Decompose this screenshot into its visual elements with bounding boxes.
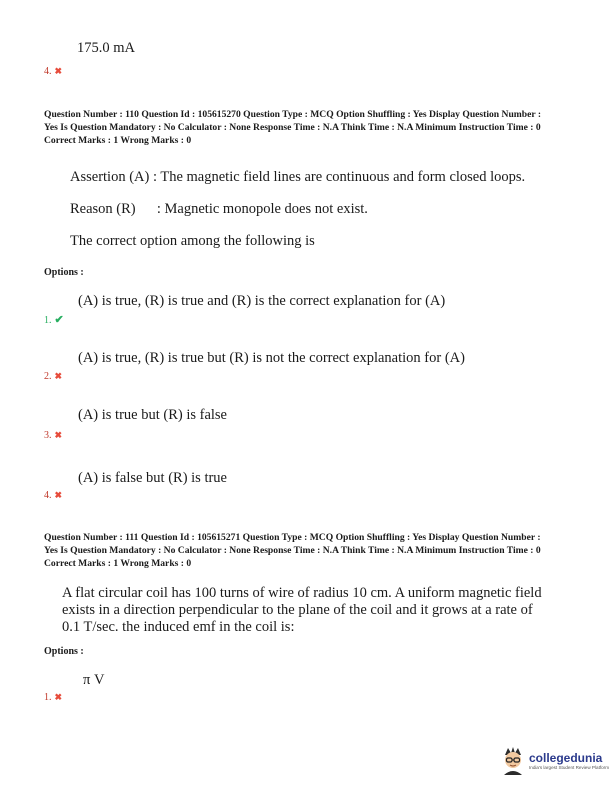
option-number: 1.: [44, 692, 52, 703]
option-number: 1.: [44, 315, 52, 326]
reason-label: Reason (R): [70, 201, 136, 217]
question-prompt: The correct option among the following is: [70, 233, 315, 249]
option-1-text[interactable]: (A) is true, (R) is true and (R) is the correct explanation for (A): [78, 293, 446, 309]
mascot-icon: [500, 746, 526, 776]
q111-option-1-text[interactable]: π V: [83, 672, 105, 688]
meta-line: Question Number : 111 Question Id : 105615271 Question Type : MCQ Option Shuffling : Yes Display Question Number :: [44, 532, 541, 543]
reason-row: [70, 201, 368, 218]
previous-option-4-number: [44, 66, 62, 77]
question-111-stem: [62, 585, 552, 636]
assertion-text: Assertion (A) : The magnetic field lines are continuous and form closed loops.: [70, 169, 526, 185]
reason-text: : Magnetic monopole does not exist.: [156, 201, 368, 217]
cross-icon: ✖: [54, 371, 63, 381]
option-number: 2.: [44, 371, 52, 382]
collegedunia-logo: [500, 746, 609, 776]
meta-line: Correct Marks : 1 Wrong Marks : 0: [44, 135, 192, 146]
option-4-text[interactable]: (A) is false but (R) is true: [78, 470, 227, 486]
q111-option-1-number: [44, 692, 62, 703]
cross-icon: ✖: [54, 66, 63, 76]
option-4-number: [44, 490, 62, 501]
option-3-text[interactable]: (A) is true but (R) is false: [78, 407, 227, 423]
cross-icon: ✖: [54, 692, 63, 702]
meta-line: Correct Marks : 1 Wrong Marks : 0: [44, 558, 192, 569]
stem-line: A flat circular coil has 100 turns of wire of radius 10 cm. A uniform magnetic field: [62, 585, 542, 601]
option-number: 3.: [44, 430, 52, 441]
option-2-text[interactable]: (A) is true, (R) is true but (R) is not the correct explanation for (A): [78, 350, 465, 366]
option-3-number: [44, 430, 62, 441]
option-1-number: [44, 313, 64, 326]
cross-icon: ✖: [54, 490, 63, 500]
cross-icon: ✖: [54, 430, 63, 440]
brand-tagline: India's largest Student Review Platform: [529, 764, 610, 770]
option-number: 4.: [44, 66, 52, 77]
stem-line: 0.1 T/sec. the induced emf in the coil is:: [62, 619, 295, 635]
brand-name: collegedunia: [529, 750, 603, 765]
question-111-meta: [44, 531, 584, 570]
meta-line: Question Number : 110 Question Id : 105615270 Question Type : MCQ Option Shuffling : Yes Display Question Number :: [44, 109, 542, 120]
previous-option-text: 175.0 mA: [77, 40, 135, 56]
meta-line: Yes Is Question Mandatory : No Calculator : None Response Time : N.A Think Time : N.A Minimum Instruction Time : 0: [44, 122, 541, 133]
stem-line: exists in a direction perpendicular to the plane of the coil and it grows at a rate of: [62, 602, 533, 618]
check-icon: ✔: [54, 314, 64, 326]
option-2-number: [44, 371, 62, 382]
question-110-meta: [44, 108, 584, 147]
meta-line: Yes Is Question Mandatory : No Calculator : None Response Time : N.A Think Time : N.A Minimum Instruction Time : 0: [44, 545, 541, 556]
options-label: Options :: [44, 267, 84, 278]
option-number: 4.: [44, 490, 52, 501]
options-label: Options :: [44, 646, 84, 657]
